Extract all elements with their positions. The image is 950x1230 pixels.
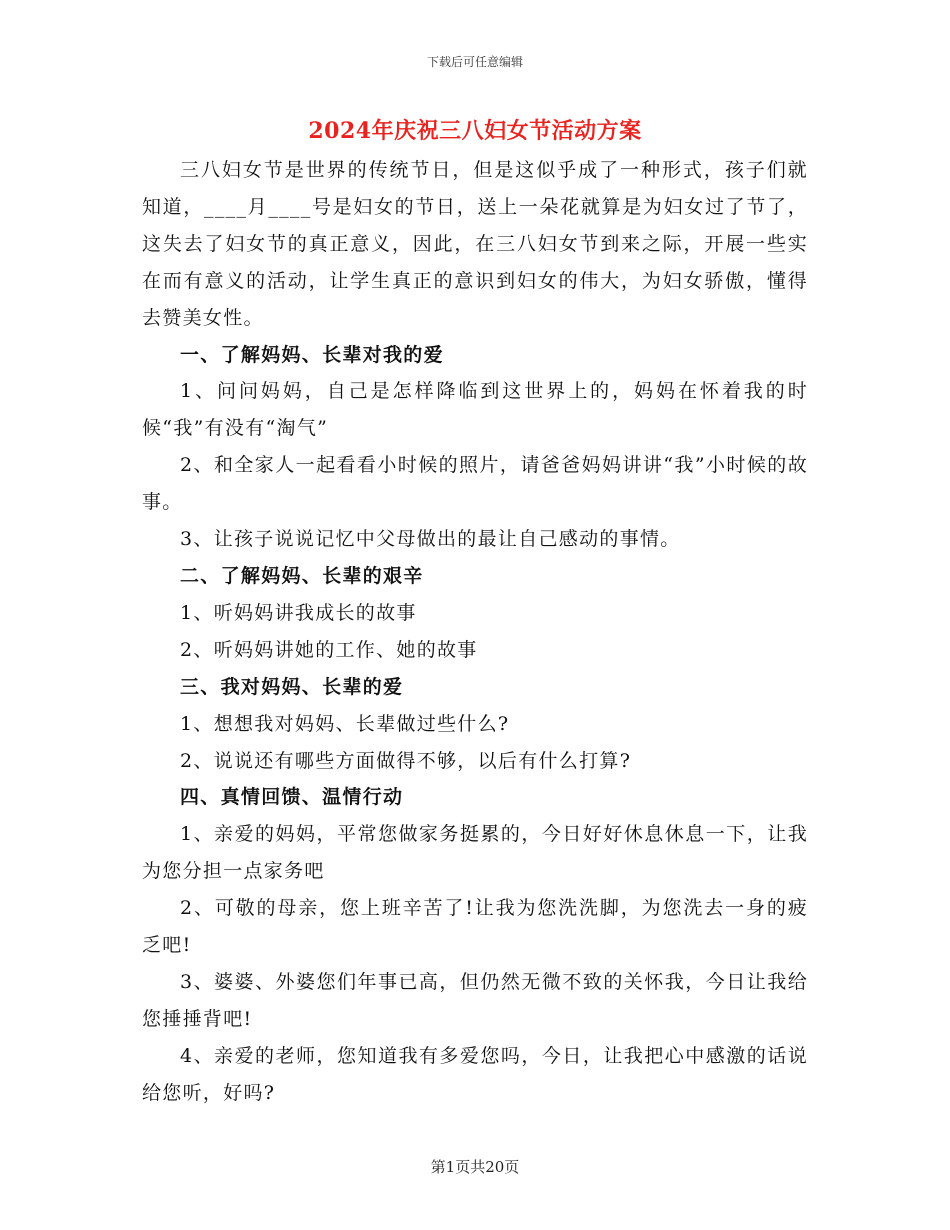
list-item: 3、婆婆、外婆您们年事已高，但仍然无微不致的关怀我，今日让我给您捶捶背吧! — [142, 970, 808, 1030]
section-heading-4: 四、真情回馈、温情行动 — [180, 786, 404, 809]
list-item: 2、说说还有哪些方面做得不够，以后有什么打算? — [180, 749, 632, 772]
section-heading-3: 三、我对妈妈、长辈的爱 — [180, 675, 404, 698]
list-item: 4、亲爱的老师，您知道我有多爱您吗，今日，让我把心中感激的话说给您听，好吗? — [142, 1044, 808, 1104]
header-note: 下载后可任意编辑 — [426, 55, 523, 69]
intro-paragraph: 三八妇女节是世界的传统节日，但是这似乎成了一种形式，孩子们就知道，____月____号是妇女的节日，送上一朵花就算是为妇女过了节了，这失去了妇女节的真正意义，因此，在三八妇女节到来之际，开展一些实在而有意义的活动，让学生真正的意识到妇女的伟大，为妇女骄傲，懂得去赞美女性。 — [142, 159, 808, 329]
document-body — [142, 152, 808, 1112]
page-footer: 第1页共20页 — [430, 1158, 520, 1176]
list-item: 3、让孩子说说记忆中父母做出的最让自己感动的事情。 — [180, 528, 681, 551]
list-item: 2、听妈妈讲她的工作、她的故事 — [180, 638, 478, 661]
list-item: 1、问问妈妈，自己是怎样降临到这世界上的，妈妈在怀着我的时候“我”有没有“淘气” — [142, 380, 808, 440]
list-item: 2、可敬的母亲，您上班辛苦了!让我为您洗洗脚，为您洗去一身的疲乏吧! — [142, 897, 808, 957]
section-heading-1: 一、了解妈妈、长辈对我的爱 — [180, 343, 444, 366]
list-item: 2、和全家人一起看看小时候的照片，请爸爸妈妈讲讲“我”小时候的故事。 — [142, 454, 808, 514]
list-item: 1、听妈妈讲我成长的故事 — [180, 601, 417, 624]
document-title: 2024年庆祝三八妇女节活动方案 — [308, 118, 642, 144]
list-item: 1、亲爱的妈妈，平常您做家务挺累的，今日好好休息休息一下，让我为您分担一点家务吧 — [142, 823, 808, 883]
list-item: 1、想想我对妈妈、长辈做过些什么? — [180, 712, 510, 735]
section-heading-2: 二、了解妈妈、长辈的艰辛 — [180, 564, 424, 587]
